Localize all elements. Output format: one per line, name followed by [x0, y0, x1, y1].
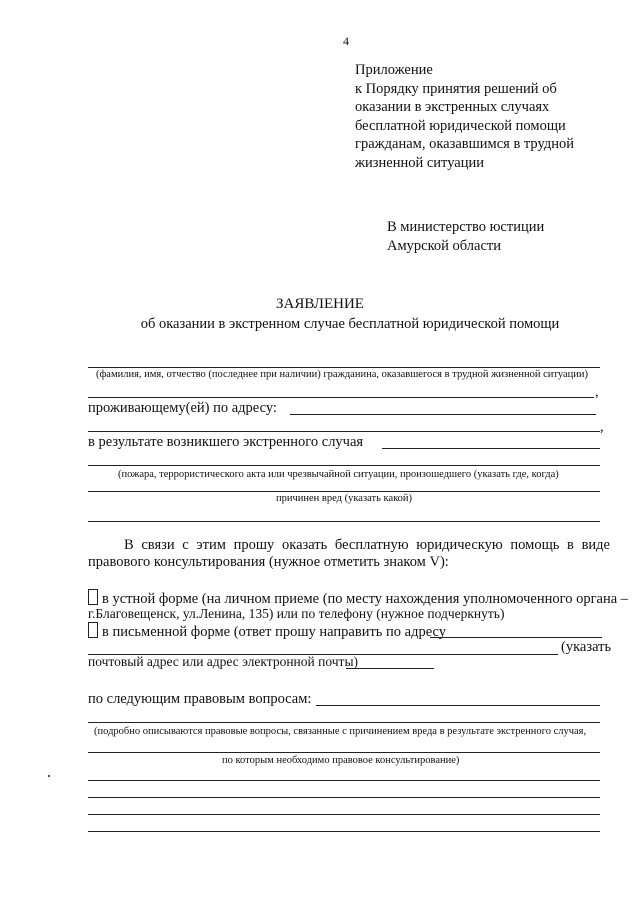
questions-hint-2: по которым необходимо правовое консультирование) [222, 755, 460, 766]
answer-line[interactable] [88, 814, 600, 815]
oral-option-line2: г.Благовещенск, ул.Ленина, 135) или по телефону (нужное подчеркнуть) [88, 606, 505, 621]
questions-line[interactable] [316, 705, 600, 706]
addressee-line: В министерство юстиции [387, 219, 545, 235]
oral-option-label: в устной форме (на личном приеме (по месту нахождения уполномоченного органа – [102, 591, 629, 607]
postal-hint: почтовый адрес или адрес электронной почты) [88, 654, 359, 669]
written-address-line[interactable] [430, 637, 602, 638]
appendix-line: жизненной ситуации [355, 154, 484, 171]
appendix-line: бесплатной юридической помощи [355, 117, 566, 134]
questions-hint-1: (подробно описываются правовые вопросы, связанные с причинением вреда в результате экстренного случая, [94, 726, 587, 737]
emergency-line[interactable] [382, 448, 600, 449]
appendix-block [355, 61, 625, 172]
emergency-label: в результате возникшего экстренного случая [88, 434, 364, 450]
fullname-line-2[interactable] [88, 397, 594, 398]
questions-line-2[interactable] [88, 722, 600, 723]
document-title: ЗАЯВЛЕНИЕ [276, 296, 364, 312]
questions-label: по следующим правовым вопросам: [88, 691, 312, 707]
emergency-line-3[interactable] [88, 491, 600, 492]
written-option [88, 622, 446, 641]
document-subtitle: об оказании в экстренном случае бесплатной юридической помощи [140, 316, 560, 332]
fullname-hint: (фамилия, имя, отчество (последнее при наличии) гражданина, оказавшегося в трудной жизненной ситуации) [96, 369, 588, 380]
appendix-line: гражданам, оказавшимся в трудной [355, 136, 574, 152]
questions-line-3[interactable] [88, 752, 600, 753]
answer-line[interactable] [88, 797, 600, 798]
fullname-line[interactable] [88, 367, 600, 368]
addressee-line: Амурской области [387, 237, 501, 254]
comma-mark: , [595, 384, 599, 400]
emergency-hint: (пожара, террористического акта или чрезвычайной ситуации, произошедшего (указать где, когда) [118, 469, 559, 480]
appendix-line: оказании в экстренных случаях [355, 99, 550, 115]
written-option-label: в письменной форме (ответ прошу направить по адресу [102, 624, 447, 640]
address-line-2[interactable] [88, 431, 600, 432]
page-number: 4 [343, 34, 349, 48]
specify-label: (указать [561, 639, 612, 655]
address-line[interactable] [290, 414, 596, 415]
answer-line[interactable] [88, 780, 600, 781]
appendix-line: к Порядку принятия решений об [355, 80, 557, 97]
scan-speck [48, 775, 50, 777]
addressee-block [387, 218, 544, 255]
address-label: проживающему(ей) по адресу: [88, 400, 277, 416]
oral-checkbox[interactable] [88, 589, 98, 605]
answer-line[interactable] [88, 831, 600, 832]
emergency-line-2[interactable] [88, 465, 600, 466]
harm-hint: причинен вред (указать какой) [276, 493, 413, 504]
postal-hint-line[interactable] [346, 668, 434, 669]
comma-mark: , [600, 419, 604, 435]
written-checkbox[interactable] [88, 622, 98, 638]
request-paragraph: В связи с этим прошу оказать бесплатную юридическую помощь в виде правового консультирования (нужное отметить знаком V): [88, 537, 610, 570]
appendix-line: Приложение [355, 62, 433, 78]
harm-line[interactable] [88, 521, 600, 522]
